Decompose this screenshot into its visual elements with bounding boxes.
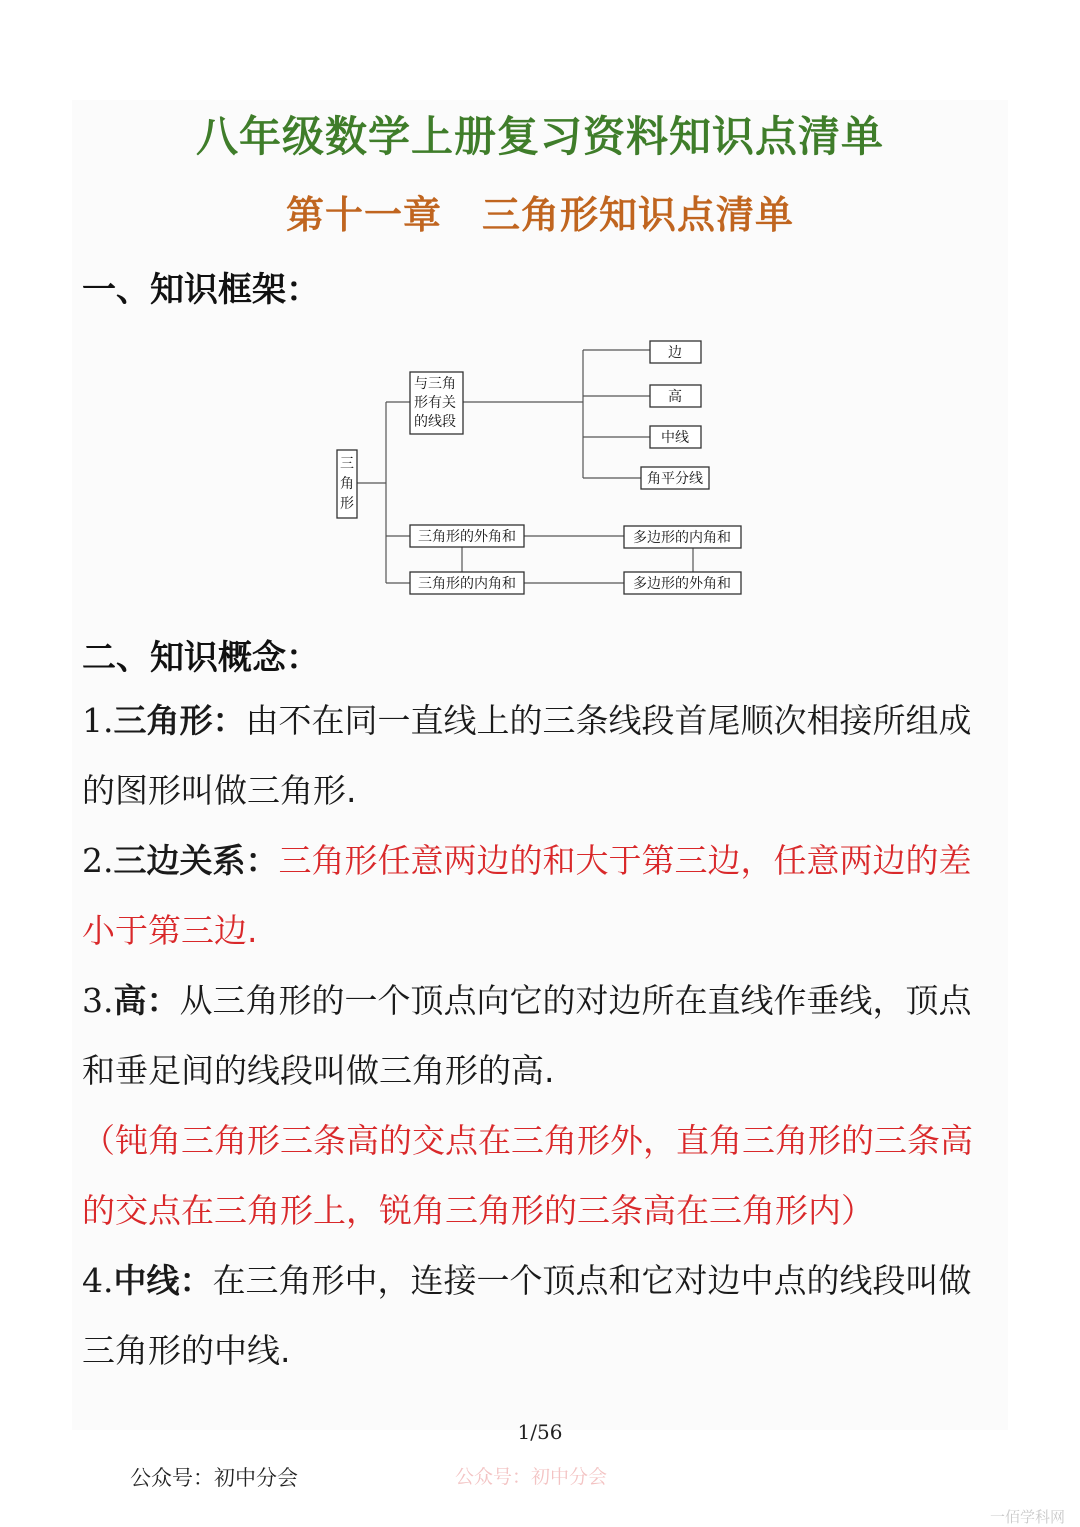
node-polygon-interior: 多边形的内角和	[633, 530, 731, 546]
chapter-name: 三角形知识点清单	[482, 193, 795, 237]
node-median: 中线	[661, 430, 689, 446]
concept-4-text: 在三角形中，连接一个顶点和它对边中点的线段叫做三角形的中线.	[82, 1261, 972, 1370]
diagram-boxes	[337, 341, 741, 594]
concept-1-num: 1.	[82, 701, 114, 740]
main-title: 八年级数学上册复习资料知识点清单	[195, 112, 884, 161]
node-bisector: 角平分线	[647, 471, 703, 487]
node-interior-sum: 三角形的内角和	[418, 576, 516, 592]
concept-height-note: （钝角三角形三条高的交点在三角形外，直角三角形的三条高的交点在三角形上，锐角三角形的三条高在三角形内）	[82, 1121, 973, 1230]
concept-3-term: 高：	[113, 981, 180, 1020]
concept-side-relation	[82, 826, 1002, 966]
node-exterior-sum: 三角形的外角和	[418, 529, 516, 545]
node-segments-line-1: 与三角	[414, 376, 456, 392]
concept-1-term: 三角形：	[113, 701, 246, 740]
concept-2-num: 2.	[82, 841, 114, 880]
section-framework-title: 一、知识框架：	[82, 270, 320, 310]
concept-4-term: 中线：	[113, 1261, 213, 1300]
concept-median	[82, 1246, 1002, 1386]
concept-2-text: 三角形任意两边的和大于第三边，任意两边的差小于第三边.	[82, 841, 972, 950]
concept-2-term: 三边关系：	[113, 841, 279, 880]
footer-account: 公众号：初中分会	[130, 1466, 298, 1490]
concept-3-num: 3.	[82, 981, 114, 1020]
section-concepts-title: 二、知识概念：	[82, 638, 320, 678]
concept-triangle	[82, 686, 1002, 826]
concept-1-text: 由不在同一直线上的三条线段首尾顺次相接所组成的图形叫做三角形.	[82, 701, 972, 810]
node-height: 高	[668, 389, 682, 405]
concept-3-text: 从三角形的一个顶点向它的对边所在直线作垂线，顶点和垂足间的线段叫做三角形的高.	[82, 981, 972, 1090]
chapter-label: 第十一章	[285, 193, 442, 237]
framework-diagram	[0, 0, 1080, 620]
footer-watermark: 公众号：初中分会	[455, 1466, 608, 1488]
node-root-char-3: 形	[340, 496, 354, 512]
corner-watermark: 一佰学科网	[990, 1508, 1066, 1526]
page-number: 1/56	[517, 1420, 563, 1444]
node-segments-line-3: 的线段	[414, 414, 456, 430]
concept-height	[82, 966, 1002, 1106]
concept-4-num: 4.	[82, 1261, 114, 1300]
node-polygon-exterior: 多边形的外角和	[633, 576, 731, 592]
node-root-char-2: 角	[340, 476, 354, 492]
node-root-char-1: 三	[340, 456, 354, 472]
node-segments-line-2: 形有关	[414, 395, 456, 411]
node-side: 边	[668, 345, 682, 361]
